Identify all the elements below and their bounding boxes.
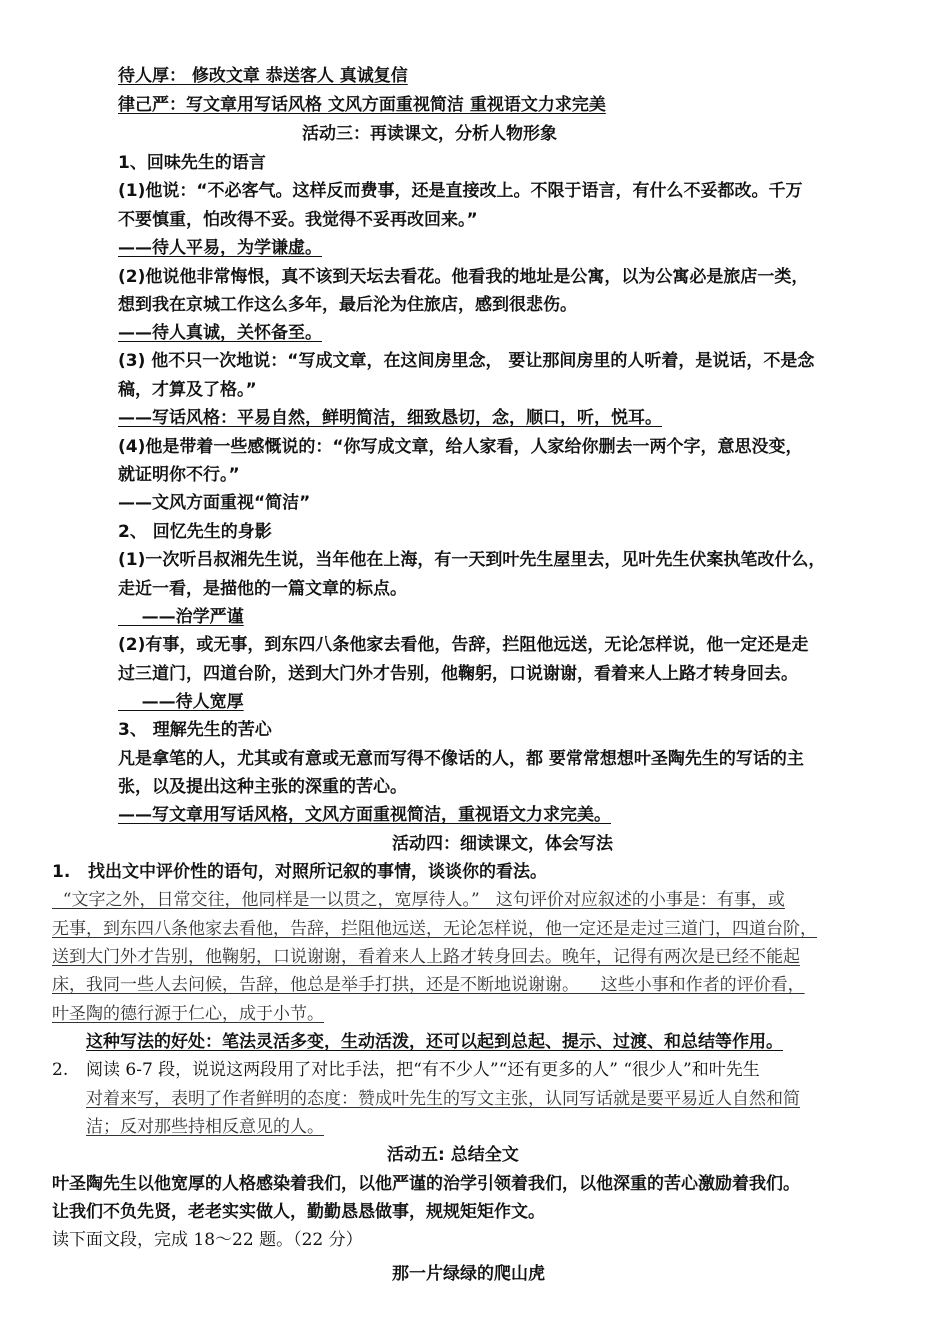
benefit-statement: 这种写法的好处：笔法灵活多变，生动活泼，还可以起到总起、提示、过渡、和总结等作用。 xyxy=(86,1032,783,1052)
comment-1: ——待人平易，为学谦虚。 xyxy=(118,238,322,258)
answer-1-line-2: 无事，到东四八条他家去看他，告辞，拦阻他远送，无论怎样说，他一定还是走过三道门，四道台阶， xyxy=(52,919,817,939)
answer-1-line-5: 叶圣陶的德行源于仁心，成于小节。 xyxy=(52,1004,324,1024)
comment-3: ——写话风格：平易自然，鲜明简洁，细致恳切，念，顺口，听，悦耳。 xyxy=(118,408,662,428)
summary-line-1: 待人厚： 修改文章 恭送客人 真诚复信 xyxy=(118,66,408,86)
section-heading-2: 2、 回忆先生的身影 xyxy=(118,522,272,542)
activity-3-title: 活动三：再读课文，分析人物形象 xyxy=(302,124,557,144)
intent-line-1: 凡是拿笔的人，尤其或有意或无意而写得不像话的人，都 要常常想想叶圣陶先生的写话的主 xyxy=(118,749,804,769)
memory-2-line-2: 过三道门，四道台阶，送到大门外才告别，他鞠躬，口说谢谢，看着来人上路才转身回去。 xyxy=(118,664,798,684)
question-2-line-1: 阅读 6-7 段，说说这两段用了对比手法，把“有不少人”“还有更多的人” “很少人”和叶先生 xyxy=(86,1060,760,1080)
quote-1-line-2: 不要慎重，怕改得不妥。我觉得不妥再改回来。” xyxy=(118,210,478,230)
question-1: 1. 找出文中评价性的语句，对照所记叙的事情，谈谈你的看法。 xyxy=(52,862,548,882)
reading-title: 那一片绿绿的爬山虎 xyxy=(392,1264,545,1284)
comment-7: ——写文章用写话风格，文风方面重视简洁，重视语文力求完美。 xyxy=(118,805,611,825)
answer-1-line-1: “文字之外，日常交往，他同样是一以贯之，宽厚待人。” 这句评价对应叙述的小事是：有事，或 xyxy=(52,890,785,910)
intent-line-2: 张，以及提出这种主张的深重的苦心。 xyxy=(118,777,407,797)
summary-sentence-1: 叶圣陶先生以他宽厚的人格感染着我们，以他严谨的治学引领着我们，以他深重的苦心激励着我们。 xyxy=(52,1174,800,1194)
comment-2: ——待人真诚，关怀备至。 xyxy=(118,323,322,343)
quote-2-line-2: 想到我在京城工作这么多年，最后沦为住旅店，感到很悲伤。 xyxy=(118,295,577,315)
quote-2-line-1: (2)他说他非常悔恨，真不该到天坛去看花。他看我的地址是公寓，以为公寓必是旅店一类， xyxy=(118,267,809,287)
memory-1-line-1: (1)一次听吕叔湘先生说，当年他在上海，有一天到叶先生屋里去，见叶先生伏案执笔改什么， xyxy=(118,550,826,570)
reading-instruction: 读下面文段，完成 18～22 题。（22 分） xyxy=(52,1230,363,1250)
quote-4-line-1: (4)他是带着一些感慨说的：“你写成文章，给人家看，人家给你删去一两个字，意思没变， xyxy=(118,437,803,457)
comment-5: ——治学严谨 xyxy=(118,607,244,627)
question-2-line-2: 对着来写，表明了作者鲜明的态度：赞成叶先生的写文主张，认同写话就是要平易近人自然和简 xyxy=(86,1089,800,1109)
activity-4-title: 活动四：细读课文，体会写法 xyxy=(392,834,613,854)
quote-1-line-1: (1)他说：“不必客气。这样反而费事，还是直接改上。不限于语言，有什么不妥都改。千万 xyxy=(118,181,803,201)
memory-2-line-1: (2)有事，或无事，到东四八条他家去看他，告辞，拦阻他远送，无论怎样说，他一定还是走 xyxy=(118,635,809,655)
summary-sentence-2: 让我们不负先贤，老老实实做人，勤勤恳恳做事，规规矩矩作文。 xyxy=(52,1202,545,1222)
quote-3-line-2: 稿，才算及了格。” xyxy=(118,380,257,400)
summary-line-2: 律己严：写文章用写话风格 文风方面重视简洁 重视语文力求完美 xyxy=(118,95,606,115)
comment-6: ——待人宽厚 xyxy=(118,692,244,712)
question-2-line-3: 洁；反对那些持相反意见的人。 xyxy=(86,1117,324,1137)
memory-1-line-2: 走近一看，是描他的一篇文章的标点。 xyxy=(118,579,407,599)
comment-4: ——文风方面重视“简洁” xyxy=(118,493,311,513)
section-heading-1: 1、回味先生的语言 xyxy=(118,153,266,173)
activity-5-title: 活动五: 总结全文 xyxy=(387,1145,519,1165)
answer-1-line-4: 床，我同一些人去问候，告辞，他总是举手打拱，还是不断地说谢谢。 这些小事和作者的评价看， xyxy=(52,975,805,995)
quote-3-line-1: (3) 他不只一次地说：“写成文章，在这间房里念， 要让那间房里的人听着，是说话，不是念 xyxy=(118,351,815,371)
question-2-number: 2. xyxy=(52,1060,69,1080)
answer-1-line-3: 送到大门外才告别，他鞠躬，口说谢谢，看着来人上路才转身回去。晚年，记得有两次是已经不能起 xyxy=(52,947,800,967)
section-heading-3: 3、 理解先生的苦心 xyxy=(118,720,272,740)
quote-4-line-2: 就证明你不行。” xyxy=(118,465,240,485)
